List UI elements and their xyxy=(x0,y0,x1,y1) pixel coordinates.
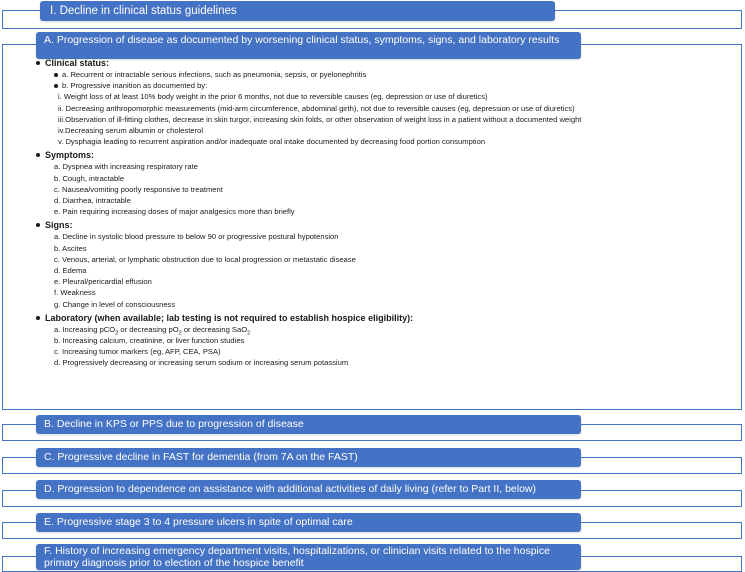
criterion-f-label: F. History of increasing emergency department visits, hospitalizations, or clinician visits related to the hospice primary diagnosis prior to election of the hospice benefit xyxy=(36,544,581,570)
bullet-icon xyxy=(36,153,40,157)
laboratory-heading: Laboratory (when available; lab testing is not required to establish hospice eligibility): xyxy=(36,312,736,324)
sign-item: a. Decline in systolic blood pressure to below 90 or progressive postural hypotension xyxy=(54,232,339,242)
clinical-status-item: a. Recurrent or intractable serious infections, such as pneumonia, sepsis, or pyelonephritis xyxy=(36,69,736,80)
lab-item: b. Increasing calcium, creatinine, or liver function studies xyxy=(54,336,245,346)
bullet-icon xyxy=(36,316,40,320)
criterion-d-label: D. Progression to dependence on assistance with additional activities of daily living (refer to Part II, below) xyxy=(36,480,581,499)
symptom-item: a. Dyspnea with increasing respiratory rate xyxy=(54,162,198,172)
bullet-icon xyxy=(54,84,58,88)
sign-item: d. Edema xyxy=(54,266,87,276)
bullet-icon xyxy=(36,223,40,227)
section-i-title: I. Decline in clinical status guidelines xyxy=(40,1,555,21)
sign-item: c. Venous, arterial, or lymphatic obstruction due to local progression or metastatic disease xyxy=(54,254,356,264)
inanition-sub-item: i. Weight loss of at least 10% body weight in the prior 6 months, not due to reversible causes (eg, depression or use of diuretics) xyxy=(58,92,488,102)
bullet-icon xyxy=(54,73,58,77)
symptom-item: e. Pain requiring increasing doses of major analgesics more than briefly xyxy=(54,207,295,217)
sign-item: b. Ascites xyxy=(54,243,87,253)
criterion-c-label: C. Progressive decline in FAST for dementia (from 7A on the FAST) xyxy=(36,448,581,467)
signs-heading: Signs: xyxy=(36,219,736,231)
clinical-status-item: b. Progressive inanition as documented by: xyxy=(36,80,736,91)
bullet-icon xyxy=(36,61,40,65)
sign-item: g. Change in level of consciousness xyxy=(54,299,176,309)
inanition-sub-item: v. Dysphagia leading to recurrent aspiration and/or inadequate oral intake documented by decreasing food portion consumption xyxy=(58,137,486,147)
symptoms-heading: Symptoms: xyxy=(36,149,736,161)
criterion-a-content xyxy=(36,57,736,369)
sign-item: e. Pleural/pericardial effusion xyxy=(54,277,152,287)
lab-item: a. Increasing pCO$_2$ or decreasing $pO_2$ or decreasing SaO$_2$ xyxy=(54,324,251,337)
inanition-sub-item: ii. Decreasing anthropomorphic measurements (mid-arm circumference, abdominal girth), not due to reversible causes (eg, depression or use of diuretics) xyxy=(58,103,575,113)
criterion-b-label: B. Decline in KPS or PPS due to progression of disease xyxy=(36,415,581,434)
inanition-sub-item: iii.Observation of ill-fitting clothes, decrease in skin turgor, increasing skin folds, or other observation of weight loss in a patient without a documented weight xyxy=(58,114,582,124)
lab-item: d. Progressively decreasing or increasing serum sodium or increasing serum potassium xyxy=(54,358,349,368)
symptom-item: c. Nausea/vomiting poorly responsive to treatment xyxy=(54,184,223,194)
clinical-status-heading: Clinical status: xyxy=(36,57,736,69)
lab-item: c. Increasing tumor markers (eg, AFP, CEA, PSA) xyxy=(54,347,221,357)
criterion-e-label: E. Progressive stage 3 to 4 pressure ulcers in spite of optimal care xyxy=(36,513,581,532)
symptom-item: b. Cough, intractable xyxy=(54,173,125,183)
symptom-item: d. Diarrhea, intractable xyxy=(54,196,131,206)
criterion-a-label: A. Progression of disease as documented by worsening clinical status, symptoms, signs, and laboratory results xyxy=(36,32,581,59)
inanition-sub-item: iv.Decreasing serum albumin or cholesterol xyxy=(58,126,204,136)
sign-item: f. Weakness xyxy=(54,288,96,298)
